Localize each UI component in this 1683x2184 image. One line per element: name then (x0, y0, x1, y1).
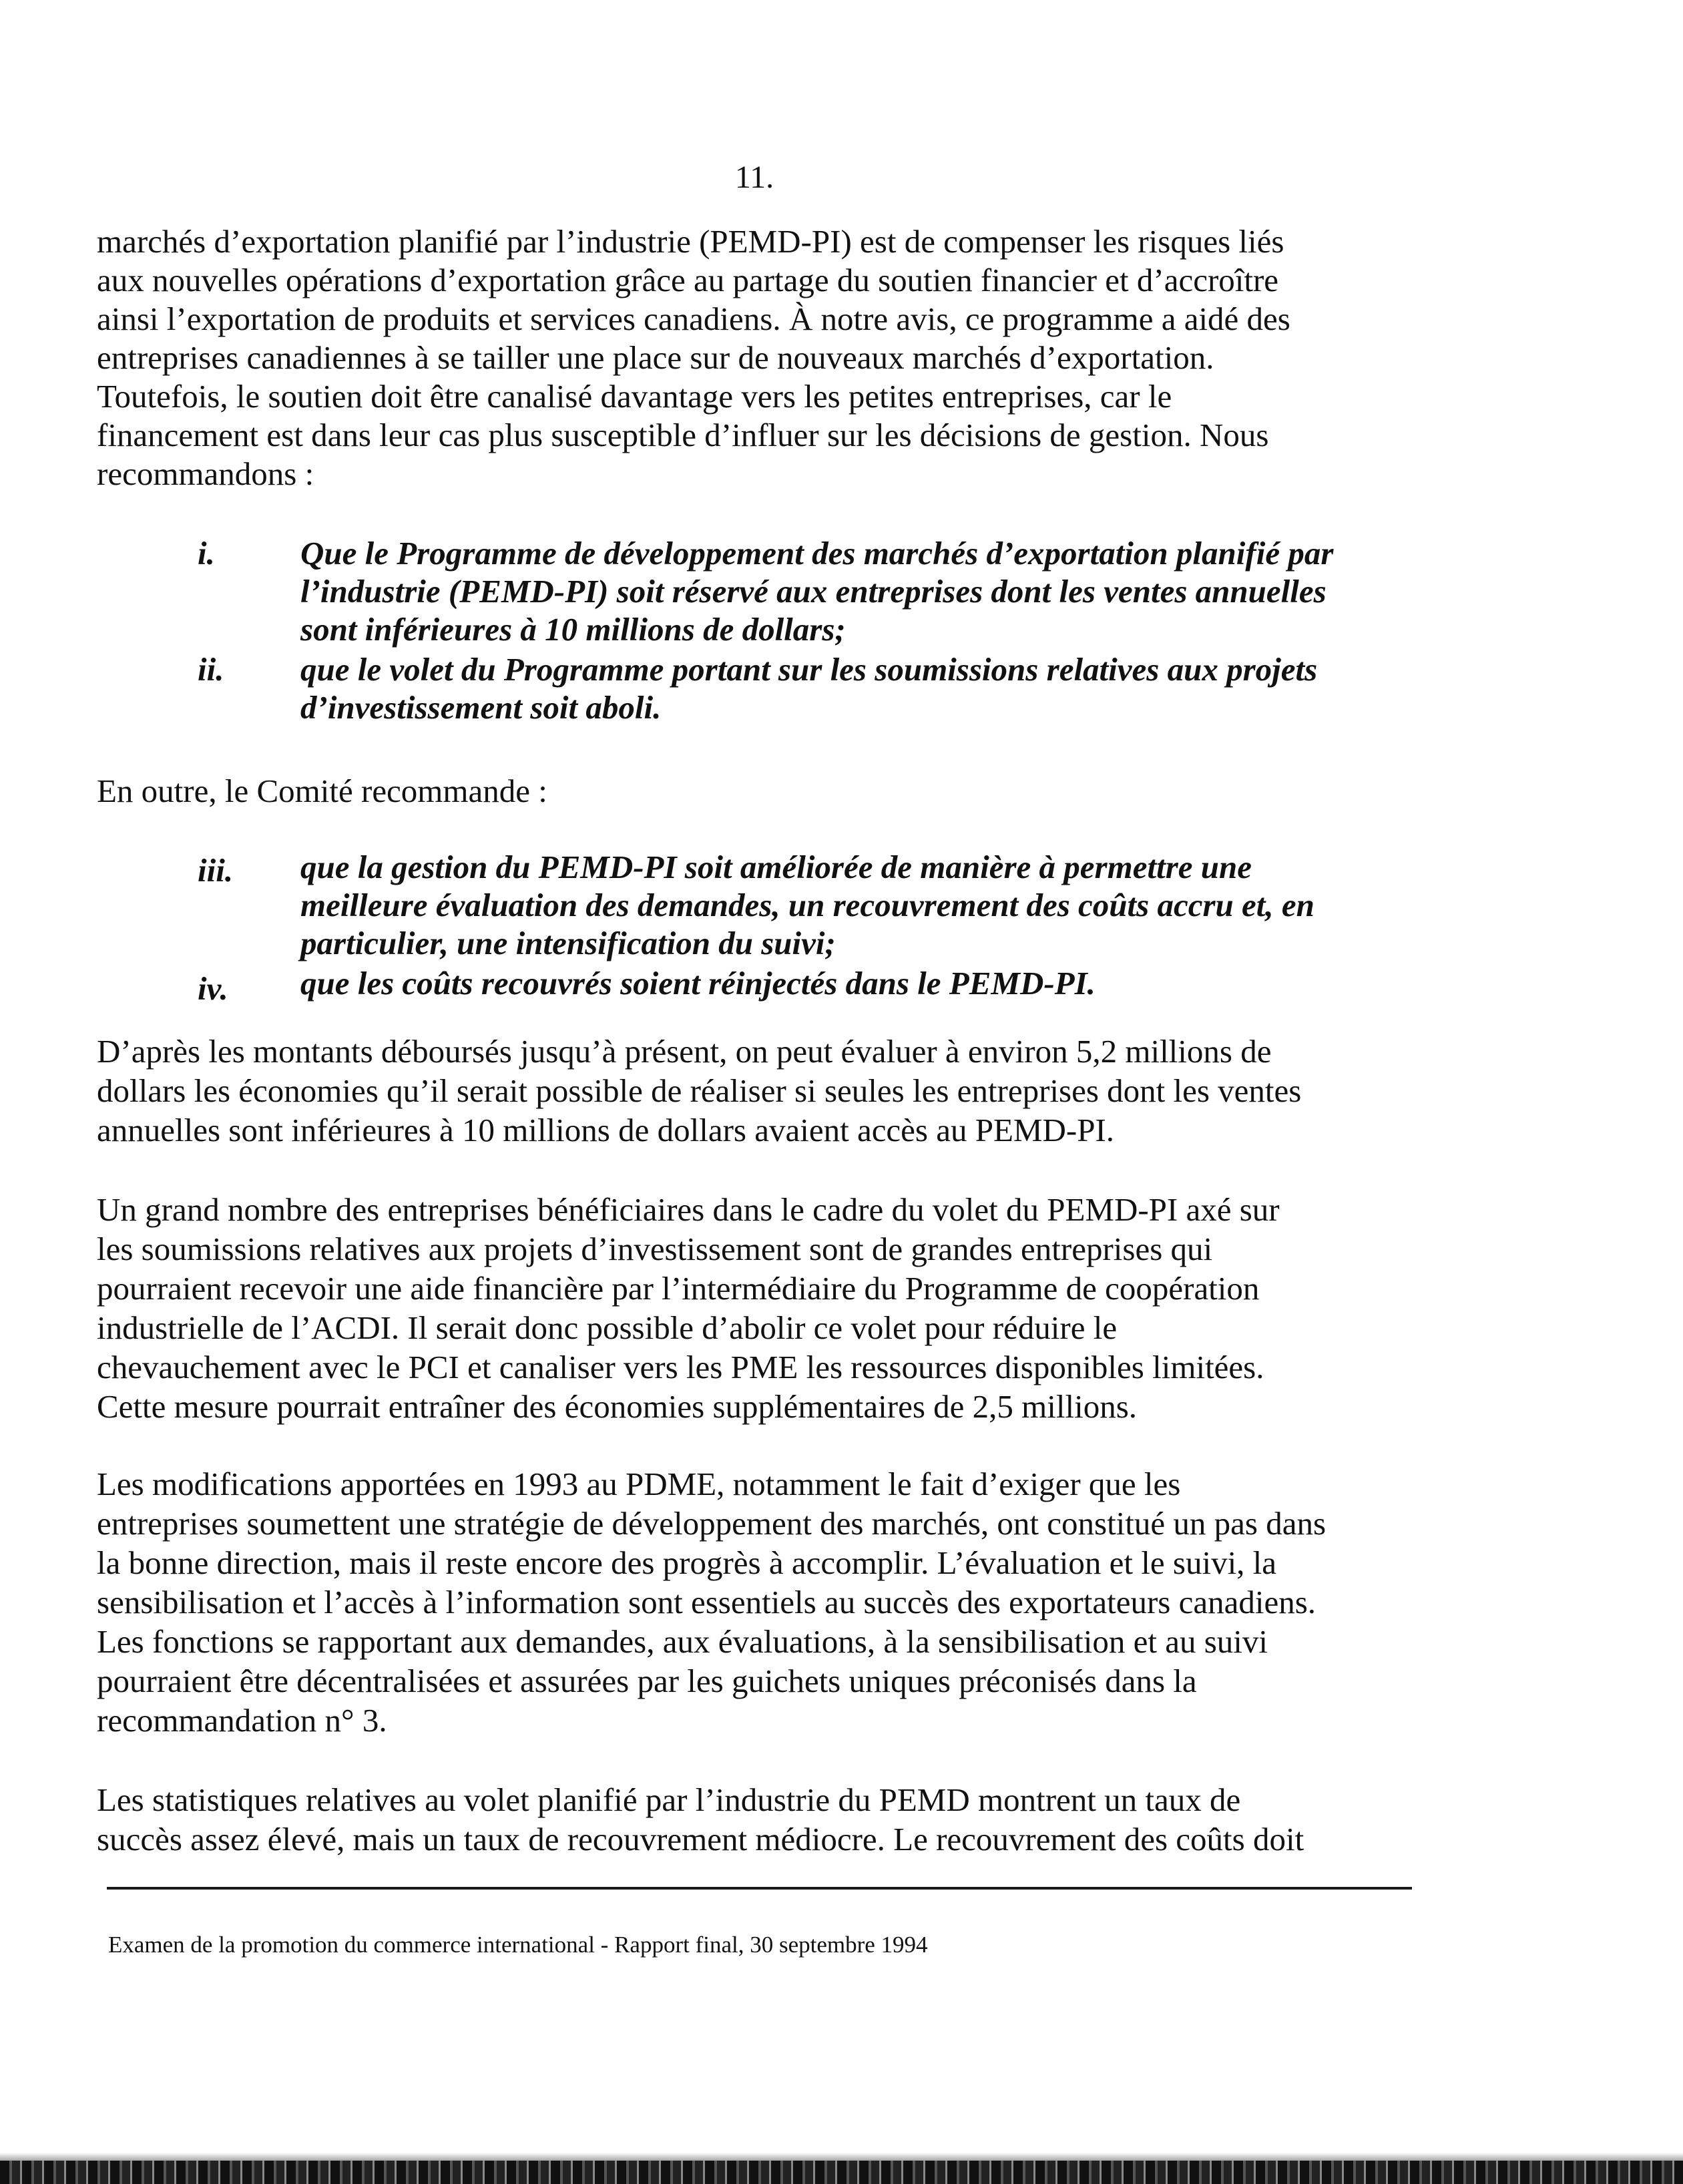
recommendation-number: iv. (198, 970, 228, 1007)
text-line: ainsi l’exportation de produits et services canadiens. À notre avis, ce programme a aidé des (97, 300, 1290, 337)
text-line: pourraient être décentralisées et assurées par les guichets uniques préconisés dans la (97, 1663, 1197, 1699)
text-line: dollars les économies qu’il serait possible de réaliser si seules les entreprises dont les ventes (97, 1072, 1302, 1109)
recommendation-line: sont inférieures à 10 millions de dollars; (300, 611, 846, 648)
recommendation-line: que les coûts recouvrés soient réinjectés dans le PEMD-PI. (300, 965, 1096, 1002)
recommendation-number: ii. (198, 651, 224, 688)
text-line: entreprises canadiennes à se tailler une place sur de nouveaux marchés d’exportation. (97, 339, 1214, 376)
text-line: la bonne direction, mais il reste encore des progrès à accomplir. L’évaluation et le suivi, la (97, 1544, 1277, 1581)
text-line: pourraient recevoir une aide financière par l’intermédiaire du Programme de coopération (97, 1270, 1260, 1307)
recommendation-line: Que le Programme de développement des marchés d’exportation planifié par (300, 535, 1334, 572)
text-line: annuelles sont inférieures à 10 millions de dollars avaient accès au PEMD-PI. (97, 1112, 1115, 1148)
recommendation-line: que le volet du Programme portant sur les soumissions relatives aux projets (300, 651, 1318, 688)
text-line: chevauchement avec le PCI et canaliser vers les PME les ressources disponibles limitées. (97, 1349, 1264, 1385)
text-line: Les modifications apportées en 1993 au PDME, notamment le fait d’exiger que les (97, 1466, 1181, 1502)
text-line: aux nouvelles opérations d’exportation grâce au partage du soutien financier et d’accroître (97, 262, 1279, 298)
recommendation-line: meilleure évaluation des demandes, un recouvrement des coûts accru et, en (300, 887, 1314, 923)
recommendation-line: particulier, une intensification du suivi; (300, 925, 836, 961)
recommendation-number: i. (198, 535, 215, 572)
footer-rule (107, 1887, 1412, 1890)
text-line: succès assez élevé, mais un taux de recouvrement médiocre. Le recouvrement des coûts doit (97, 1821, 1304, 1858)
footer-text: Examen de la promotion du commerce international - Rapport final, 30 septembre 1994 (108, 1932, 928, 1958)
text-line: industrielle de l’ACDI. Il serait donc possible d’abolir ce volet pour réduire le (97, 1309, 1118, 1346)
text-line: les soumissions relatives aux projets d’investissement sont de grandes entreprises qui (97, 1231, 1213, 1267)
text-line: marchés d’exportation planifié par l’industrie (PEMD-PI) est de compenser les risques liés (97, 223, 1284, 260)
recommendation-line: d’investissement soit aboli. (300, 689, 662, 726)
text-line: recommandation n° 3. (97, 1702, 387, 1739)
scan-edge-artifact (0, 2161, 1683, 2184)
text-line: sensibilisation et l’accès à l’information sont essentiels au succès des exportateurs canadiens. (97, 1584, 1316, 1620)
text-line: D’après les montants déboursés jusqu’à présent, on peut évaluer à environ 5,2 millions de (97, 1033, 1272, 1070)
page-number: 11. (734, 160, 774, 195)
text-line: Les statistiques relatives au volet planifié par l’industrie du PEMD montrent un taux de (97, 1781, 1241, 1818)
text-line: Un grand nombre des entreprises bénéficiaires dans le cadre du volet du PEMD-PI axé sur (97, 1191, 1280, 1228)
text-line: Toutefois, le soutien doit être canalisé davantage vers les petites entreprises, car le (97, 378, 1172, 415)
text-line: recommandons : (97, 455, 314, 492)
text-line: entreprises soumettent une stratégie de développement des marchés, ont constitué un pas dans (97, 1505, 1327, 1542)
recommendation-number: iii. (198, 852, 234, 889)
text-line: Les fonctions se rapportant aux demandes, aux évaluations, à la sensibilisation et au suivi (97, 1623, 1268, 1660)
text-line: financement est dans leur cas plus susceptible d’influer sur les décisions de gestion. Nous (97, 417, 1269, 453)
paragraph-committee: En outre, le Comité recommande : (97, 773, 547, 809)
text-line: Cette mesure pourrait entraîner des économies supplémentaires de 2,5 millions. (97, 1388, 1138, 1425)
recommendation-line: que la gestion du PEMD-PI soit améliorée de manière à permettre une (300, 849, 1252, 885)
recommendation-line: l’industrie (PEMD-PI) soit réservé aux entreprises dont les ventes annuelles (300, 573, 1327, 610)
